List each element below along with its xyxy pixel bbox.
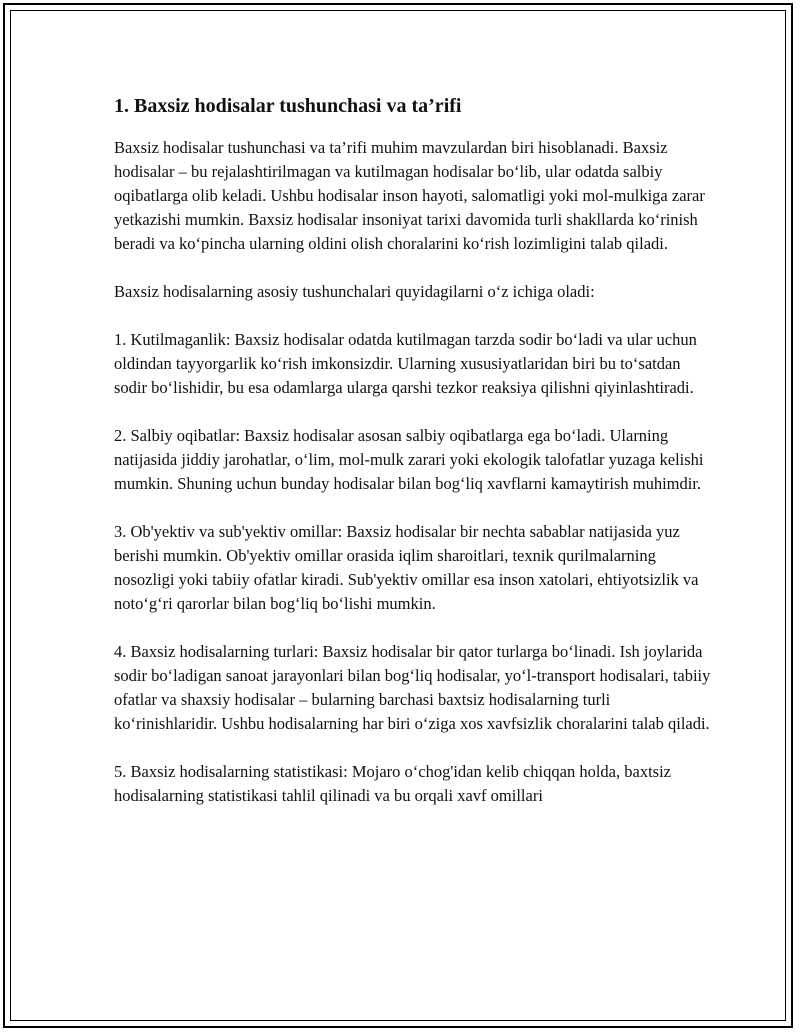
paragraph-intro: Baxsiz hodisalar tushunchasi va ta’rifi muhim mavzulardan biri hisoblanadi. Baxsiz hodisalar – bu rejalashtirilmagan va kutilmagan hodisalar bo‘lib, ular odatda salbiy oqibatlarga olib keladi. Ushbu hodisalar inson hayoti, salomatligi yoki mol-mulkiga zarar yetkazishi mumkin. Baxsiz hodisalar insoniyat tarixi davomida turli shakllarda ko‘rinish beradi va ko‘pincha ularning oldini olish choralarini ko‘rish lozimligini talab qiladi. (114, 138, 705, 253)
paragraph-item-2: 2. Salbiy oqibatlar: Baxsiz hodisalar asosan salbiy oqibatlarga ega bo‘ladi. Ularning natijasida jiddiy jarohatlar, o‘lim, mol-mulk zarari yoki ekologik talofatlar yuzaga kelishi mumkin. Shuning uchun bunday hodisalar bilan bog‘liq xavflarni kamaytirish muhimdir. (114, 426, 704, 493)
paragraph-item-4: 4. Baxsiz hodisalarning turlari: Baxsiz hodisalar bir qator turlarga bo‘linadi. Ish joylarida sodir bo‘ladigan sanoat jarayonlari bilan bog‘liq hodisalar, yo‘l-transport hodisalari, tabiiy ofatlar va shaxsiy hodisalar – bularning barchasi baxtsiz hodisalarning turli ko‘rinishlaridir. Ushbu hodisalarning har biri o‘ziga xos xavfsizlik choralarini talab qiladi. (114, 642, 711, 733)
document-body (114, 93, 714, 832)
section-heading: 1. Baxsiz hodisalar tushunchasi va ta’rifi (114, 95, 462, 117)
paragraph-item-1: 1. Kutilmaganlik: Baxsiz hodisalar odatda kutilmagan tarzda sodir bo‘ladi va ular uchun oldindan tayyorgarlik ko‘rish imkonsizdir. Ularning xususiyatlaridan biri bu to‘satdan sodir bo‘lishidir, bu esa odamlarga ularga qarshi tezkor reaksiya qilishni qiyinlashtiradi. (114, 330, 697, 397)
paragraph-concepts-lead: Baxsiz hodisalarning asosiy tushunchalari quyidagilarni o‘z ichiga oladi: (114, 282, 595, 301)
paragraph-item-5: 5. Baxsiz hodisalarning statistikasi: Mojaro o‘chog'idan kelib chiqqan holda, baxtsiz hodisalarning statistikasi tahlil qilinadi va bu orqali xavf omillari (114, 762, 671, 805)
paragraph-item-3: 3. Ob'yektiv va sub'yektiv omillar: Baxsiz hodisalar bir nechta sabablar natijasida yuz berishi mumkin. Ob'yektiv omillar orasida iqlim sharoitlari, texnik qurilmalarning nosozligi yoki tabiiy ofatlar kiradi. Sub'yektiv omillar esa inson xatolari, ehtiyotsizlik va noto‘g‘ri qarorlar bilan bog‘liq bo‘lishi mumkin. (114, 522, 699, 613)
page-frame (3, 3, 793, 1028)
